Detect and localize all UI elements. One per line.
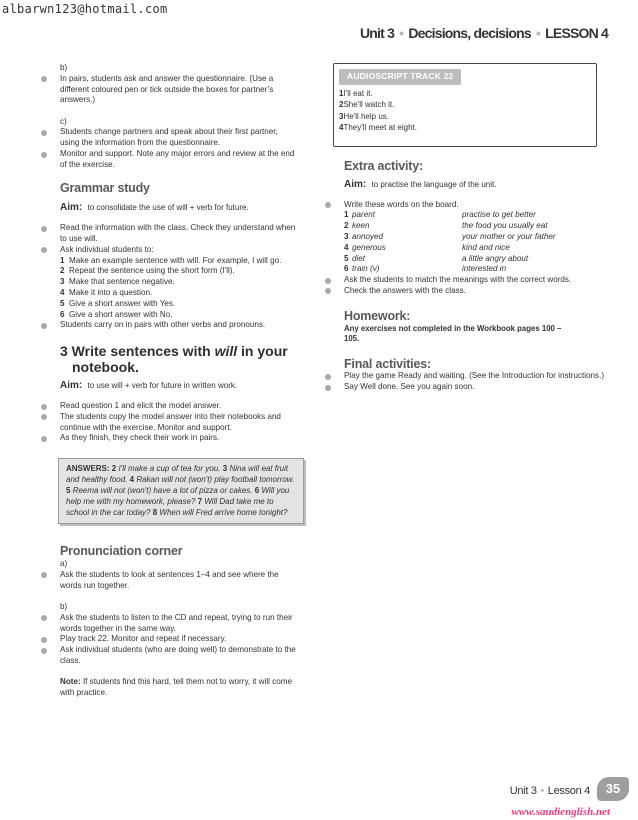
answers-box: ANSWERS: 2 I'll make a cup of tea for you. 3 Nina will eat fruit and healthy food. 4 Rakan will not (won't) play football tomorrow. 5 Reema will not (won't) have a lot of pizza or cakes. 6 Will you help me with my homework, please? 7 Will Dad take me to school in the car today? 8 When will Fred arrive home tonight?	[58, 458, 304, 524]
exercise-3-title: 3 Write sentences with will in your notebook.	[60, 343, 288, 376]
aim-label: Aim:	[60, 380, 83, 392]
pron-note: Note: If students find this hard, tell them not to worry, it will come with practice.	[60, 677, 292, 697]
pair-meaning: kind and nice	[462, 242, 510, 252]
audio-line: 2She'll watch it.	[339, 100, 395, 110]
pair-meaning: interested in	[462, 264, 507, 274]
step-b-label: b)	[60, 63, 68, 72]
step-item: 3 Make that sentence negative.	[60, 277, 175, 287]
pron-b-list	[58, 613, 298, 667]
pair-meaning: the food you usually eat	[462, 221, 548, 231]
list-item: Write these words on the board. 1 parent practise to get better 2 keen the food you usually eat 3 annoyed your mother or your father 4 generous kind and nice 5 diet a little angry about 6 train (v) interested in	[342, 200, 608, 276]
pair-word: 2 keen	[344, 221, 370, 231]
list-item: Play track 22. Monitor and repeat if necessary.	[58, 634, 298, 645]
list-item: Ask the students to look at sentences 1–4 and see where the words run together.	[58, 570, 298, 592]
pair-meaning: your mother or your father	[462, 231, 556, 241]
exercise-3-list	[58, 401, 298, 444]
aim-text: to practise the language of the unit.	[371, 179, 497, 189]
page-header	[360, 25, 608, 41]
final-list	[342, 371, 608, 393]
aim-label: Aim:	[60, 202, 83, 214]
extra-activity-title: Extra activity:	[344, 159, 423, 173]
list-item: As they finish, they check their work in pairs.	[58, 433, 298, 444]
pair-word: 6 train (v)	[344, 264, 380, 274]
list-item: Students carry on in pairs with other verbs and pronouns.	[58, 320, 298, 331]
audioscript-box	[333, 63, 597, 147]
pair-word: 4 generous	[344, 242, 386, 252]
pair-word: 5 diet	[344, 253, 366, 263]
step-c-list	[58, 127, 298, 170]
grammar-list	[58, 223, 298, 331]
step-item: 5 Give a short answer with Yes.	[60, 298, 176, 308]
grammar-steps	[60, 256, 298, 321]
audio-line: 4They'll meet at eight.	[339, 123, 418, 133]
list-item: Ask individual students to: 1 Make an example sentence with will. For example, I will go. 2 Repeat the sentence using the short form (I'll). 3 Make that sentence negative. 4 Make it into a question. 5 Give a short answer with Yes. 6 Give a short answer with No.	[58, 245, 298, 321]
grammar-study-title: Grammar study	[60, 180, 150, 195]
list-item: Ask the students to match the meanings with the correct words.	[342, 275, 608, 286]
header-lesson: LESSON 4	[545, 25, 608, 41]
site-link[interactable]: www.saudienglish.net	[511, 806, 610, 818]
step-item: 2 Repeat the sentence using the short form (I'll).	[60, 266, 235, 276]
audio-line: 1I'll eat it.	[339, 88, 373, 98]
extra-list	[342, 200, 608, 297]
step-c-label: c)	[60, 116, 67, 126]
aim-text: to consolidate the use of will + verb for future.	[87, 203, 249, 213]
footer-lesson: Lesson 4	[547, 785, 590, 797]
homework-text: Any exercises not completed in the Workbook pages 100 – 105.	[344, 323, 562, 344]
audioscript-tag: AUDIOSCRIPT TRACK 22	[339, 69, 461, 85]
list-item: Play the game Ready and waiting. (See the Introduction for instructions.)	[342, 371, 608, 382]
audio-line: 3He'll help us.	[339, 111, 390, 121]
watermark-email: albarwn123@hotmail.com	[2, 2, 168, 16]
pron-b-label: b)	[60, 601, 68, 611]
right-column	[333, 63, 608, 393]
exercise-3-aim	[60, 381, 298, 392]
header-topic: Decisions, decisions	[408, 25, 531, 41]
homework-title: Homework:	[344, 308, 411, 323]
final-activities-title: Final activities:	[344, 356, 431, 371]
pair-meaning: a little angry about	[462, 253, 529, 263]
list-item: Read the information with the class. Check they understand when to use will.	[58, 223, 298, 245]
pronunciation-title: Pronunciation corner	[60, 544, 183, 559]
list-item: Say Well done. See you again soon.	[342, 382, 608, 393]
list-item: In pairs, students ask and answer the questionnaire. (Use a different coloured pen or tick outside the boxes for partner’s answers.)	[58, 74, 298, 106]
list-item: The students copy the model answer into their notebooks and continue with the exercise. Monitor and support.	[58, 412, 298, 434]
aim-label: Aim:	[344, 178, 367, 190]
aim-text: to use will + verb for future in written work.	[87, 381, 238, 391]
footer-sep: •	[540, 785, 544, 797]
pron-a-label: a)	[60, 559, 68, 569]
list-item: Monitor and support. Note any major errors and review at the end of the exercise.	[58, 149, 298, 171]
extra-aim	[344, 180, 608, 191]
list-item: Students change partners and speak about their first partner, using the information from the questionnaire.	[58, 127, 298, 149]
pair-word: 3 annoyed	[344, 231, 384, 241]
answers-label: ANSWERS:	[66, 464, 110, 474]
list-item: Read question 1 and elicit the model answer.	[58, 401, 298, 412]
header-sep: •	[535, 25, 541, 41]
step-item: 1 Make an example sentence with will. For example, I will go.	[60, 255, 282, 265]
step-b-list	[58, 74, 298, 106]
page-number: 35	[597, 777, 629, 801]
footer-unit: Unit 3	[509, 785, 537, 797]
list-item: Check the answers with the class.	[342, 286, 608, 297]
list-item: Ask the students to listen to the CD and repeat, trying to run their words together in the same way.	[58, 613, 298, 635]
step-item: 6 Give a short answer with No.	[60, 309, 173, 319]
pron-a-list	[58, 570, 298, 592]
step-item: 4 Make it into a question.	[60, 288, 153, 298]
word-pairs	[344, 210, 608, 275]
grammar-aim	[60, 203, 298, 214]
left-column	[58, 63, 298, 699]
page-footer	[510, 785, 590, 797]
pair-meaning: practise to get better	[462, 210, 536, 220]
pair-word: 1 parent	[344, 210, 375, 220]
header-unit: Unit 3	[359, 25, 395, 41]
list-item: Ask individual students (who are doing well) to demonstrate to the class.	[58, 645, 298, 667]
header-sep: •	[399, 25, 404, 41]
